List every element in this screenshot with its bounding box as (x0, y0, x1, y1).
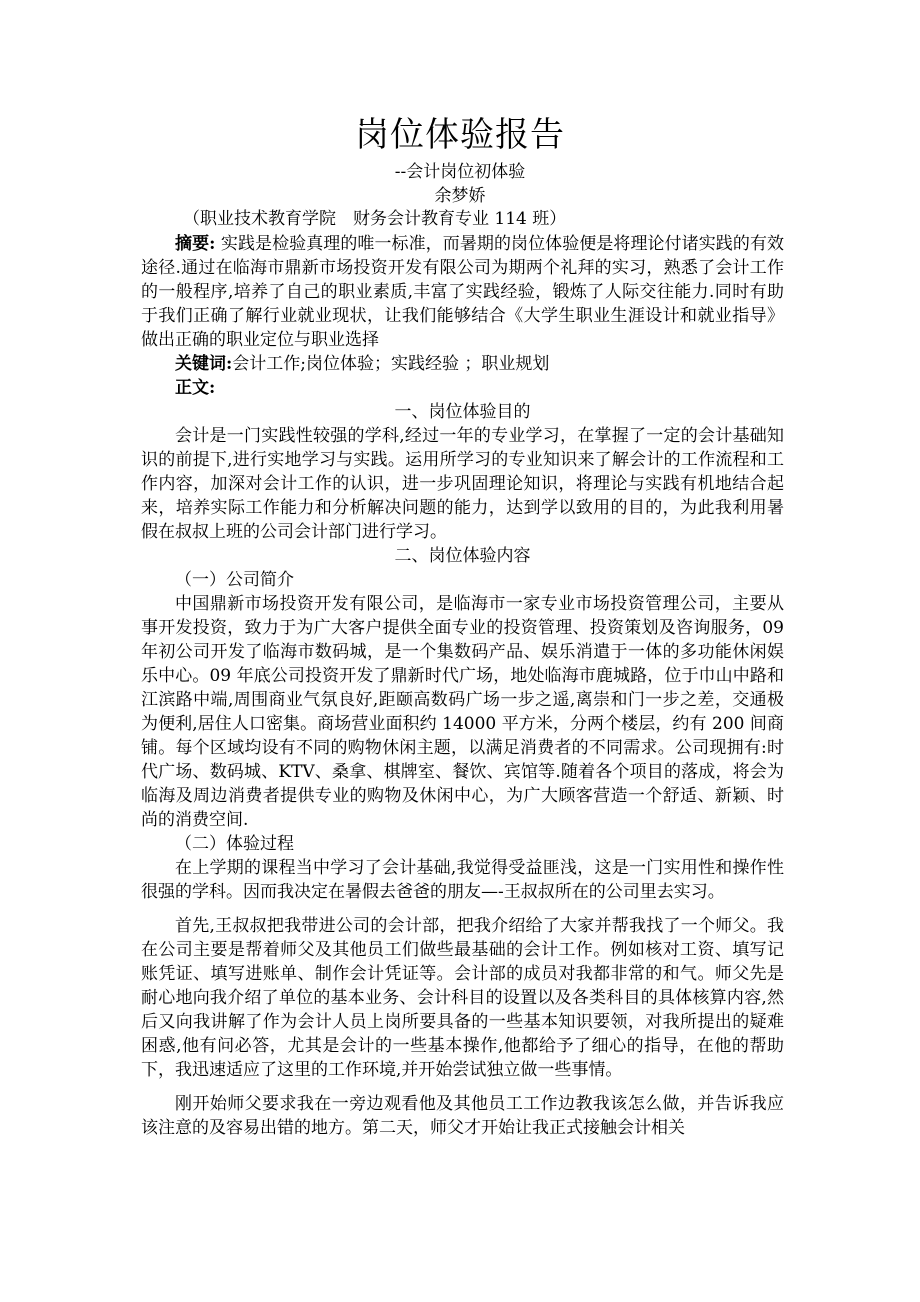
abstract-label: 摘要: (175, 234, 216, 254)
subsection-heading-process: （二）体验过程 (175, 834, 294, 854)
process-paragraph-1: 在上学期的课程当中学习了会计基础,我觉得受益匪浅，这是一门实用性和操作性很强的学科。因而我决定在暑假去爸爸的朋友—-王叔叔所在的公司里去实习。 (141, 858, 784, 902)
abstract-paragraph (141, 232, 784, 352)
document-body (141, 232, 784, 1140)
process-paragraph-2: 首先,王叔叔把我带进公司的会计部，把我介绍给了大家并帮我找了一个师父。我在公司主要是帮着师父及其他员工们做些最基础的会计工作。例如核对工资、填写记账凭证、填写进账单、制作会计凭证等。会计部的成员对我都非常的和气。师父先是耐心地向我介绍了单位的基本业务、会计科目的设置以及各类科目的具体核算内容,然后又向我讲解了作为会计人员上岗所要具备的一些基本知识要领，对我所提出的疑难困惑,他有问必答，尤其是会计的一些基本操作,他都给予了细心的指导，在他的帮助下，我迅速适应了这里的工作环境,并开始尝试独立做一些事情。 (141, 916, 784, 1080)
keywords-text: 会计工作;岗位体验；实践经验 ；职业规划 (232, 354, 550, 374)
keywords-paragraph (141, 352, 784, 376)
subsection-heading-company: （一）公司简介 (175, 570, 294, 590)
body-label: 正文: (175, 378, 216, 398)
author-affiliation: （职业技术教育学院 财务会计教育专业 114 班） (183, 209, 567, 229)
company-intro-paragraph: 中国鼎新市场投资开发有限公司，是临海市一家专业市场投资管理公司，主要从事开发投资，致力于为广大客户提供全面专业的投资管理、投资策划及咨询服务，09 年初公司开发了临海市数码城，是一个集数码产品、娱乐消遣于一体的多功能休闲娱乐中心。09 年底公司投资开发了鼎新时代广场，地处临海市鹿城路，位于巾山中路和江滨路中端,周围商业气氛良好,距颐高数码广场一步之遥,离崇和门一步之差，交通极为便利,居住人口密集。商场营业面积约 14000 平方米，分两个楼层，约有 200 间商铺。每个区域均设有不同的购物休闲主题，以满足消费者的不同需求。公司现拥有:时代广场、数码城、KTV、桑拿、棋牌室、餐饮、宾馆等.随着各个项目的落成，将会为临海及周边消费者提供专业的购物及休闲中心，为广大顾客营造一个舒适、新颖、时尚的消费空间. (141, 594, 784, 830)
document-title: 岗位体验报告 (355, 115, 565, 155)
abstract-text: 实践是检验真理的唯一标准，而暑期的岗位体验便是将理论付诸实践的有效途径.通过在临海市鼎新市场投资开发有限公司为期两个礼拜的实习，熟悉了会计工作的一般程序,培养了自己的职业素质,丰富了实践经验，锻炼了人际交往能力.同时有助于我们正确了解行业就业现状，让我们能够结合《大学生职业生涯设计和就业指导》做出正确的职业定位与职业选择 (141, 234, 785, 350)
section-purpose-paragraph: 会计是一门实践性较强的学科,经过一年的专业学习，在掌握了一定的会计基础知识的前提下,进行实地学习与实践。运用所学习的专业知识来了解会计的工作流程和工作内容，加深对会计工作的认识，进一步巩固理论知识，将理论与实践有机地结合起来，培养实际工作能力和分析解决问题的能力，达到学以致用的目的，为此我利用暑假在叔叔上班的公司会计部门进行学习。 (141, 426, 784, 542)
document-subtitle: --会计岗位初体验 (394, 162, 526, 182)
author-name: 余梦娇 (434, 186, 486, 206)
process-paragraph-3: 刚开始师父要求我在一旁边观看他及其他员工工作边教我该怎么做，并告诉我应该注意的及容易出错的地方。第二天，师父才开始让我正式接触会计相关 (141, 1094, 784, 1138)
body-label-paragraph (141, 376, 784, 400)
section-heading-purpose: 一、岗位体验目的 (394, 402, 531, 422)
keywords-label: 关键词: (175, 354, 233, 374)
section-heading-content: 二、岗位体验内容 (394, 546, 531, 566)
